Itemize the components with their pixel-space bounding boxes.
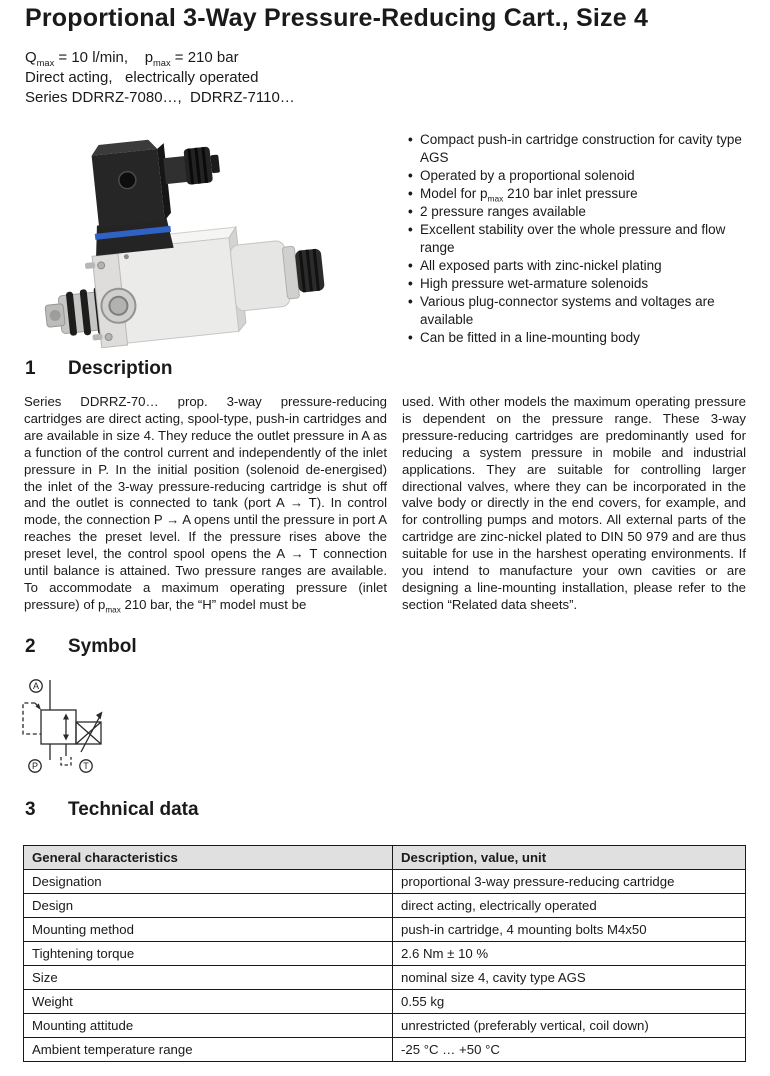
section-heading-description (25, 358, 173, 380)
connector-screw-hole (118, 171, 137, 190)
cable-gland (163, 146, 221, 188)
table-row (24, 1038, 746, 1062)
mounting-bolt (97, 262, 105, 270)
feature-list (408, 131, 744, 347)
stud-bolt (92, 334, 103, 341)
table-cell: Size (24, 966, 393, 990)
highlight-item: • Various plug-connector systems and voltages are available (408, 293, 744, 329)
section-title: Technical data (68, 799, 199, 820)
port-a-label: A (32, 681, 40, 691)
table-cell: -25 °C … +50 °C (393, 1038, 746, 1062)
table-cell: unrestricted (preferably vertical, coil down) (393, 1014, 746, 1038)
valve-square (41, 710, 76, 744)
product-photo (40, 130, 340, 350)
table-cell: push-in cartridge, 4 mounting bolts M4x50 (393, 918, 746, 942)
table-row (24, 918, 746, 942)
table-cell: Designation (24, 870, 393, 894)
description-column-left: Series DDRRZ-70… prop. 3-way pressure-reducing cartridges are direct acting, spool-type, push-in cartridges and are available in size 4. They reduce the outlet pressure in A as a function of the control current and independently of the inlet pressure in P. In the initial position (solenoid de-energised) the inlet of the 3-way pressure-reducing cartridge is shut off and the outlet is connected to tank (port A → T). In control mode, the connection P → A opens until the pressure in port A reaches the preset level. If the pressure rises above the preset level, the control spool opens the A → T connection until balance is attained. Two pressure ranges are available. To accommodate a maximum operating pressure (inlet pressure) of $p_{max}$ 210 bar, the “H” model must be (24, 394, 387, 615)
section-number: 3 (25, 799, 36, 820)
solenoid-tube (230, 236, 326, 311)
stud-bolt (85, 262, 96, 269)
highlight-item: • Model for $p_{max}$ 210 bar inlet pressure (408, 185, 744, 203)
highlight-item: • Can be fitted in a line-mounting body (408, 329, 744, 347)
highlight-item: • High pressure wet-armature solenoids (408, 275, 744, 293)
table-cell: 2.6 Nm ± 10 % (393, 942, 746, 966)
port-p-label: P (31, 761, 39, 771)
table-row (24, 942, 746, 966)
subtitle-block (25, 48, 295, 108)
table-row (24, 870, 746, 894)
highlight-item: • All exposed parts with zinc-nickel plating (408, 257, 744, 275)
highlight-item: • 2 pressure ranges available (408, 203, 744, 221)
port-t-label: T (83, 761, 89, 771)
hydraulic-symbol (15, 678, 115, 778)
highlight-item: • Excellent stability over the whole pressure and flow range (408, 221, 744, 257)
highlight-item: • Compact push-in cartridge construction for cavity type AGS (408, 131, 744, 167)
table-cell: direct acting, electrically operated (393, 894, 746, 918)
table-header-characteristics: General characteristics (24, 846, 393, 870)
table-cell: Mounting method (24, 918, 393, 942)
table-row (24, 1014, 746, 1038)
table-cell: Ambient temperature range (24, 1038, 393, 1062)
table-row (24, 894, 746, 918)
table-cell: 0.55 kg (393, 990, 746, 1014)
manual-override-knob (295, 248, 325, 292)
page-title: Proportional 3-Way Pressure-Reducing Cart., Size 4 (25, 4, 649, 32)
section-title: Symbol (68, 636, 137, 657)
table-row (24, 966, 746, 990)
technical-data-table (23, 845, 746, 1062)
section-number: 2 (25, 636, 36, 657)
section-title: Description (68, 358, 173, 379)
spec-line: $Q_{max} = 10$ l/min, $p_{max} = 210$ bar (25, 49, 239, 68)
table-cell: Tightening torque (24, 942, 393, 966)
din-connector (91, 138, 172, 227)
highlight-item: • Operated by a proportional solenoid (408, 167, 744, 185)
table-header-description: Description, value, unit (393, 846, 746, 870)
table-cell: Weight (24, 990, 393, 1014)
table-cell: Mounting attitude (24, 1014, 393, 1038)
table-header-row (24, 846, 746, 870)
section-heading-symbol (25, 636, 137, 658)
section-heading-technical (25, 799, 199, 821)
section-number: 1 (25, 358, 36, 379)
table-cell: Design (24, 894, 393, 918)
series-line: Series DDRRZ-7080…, DDRRZ-7110… (25, 89, 295, 106)
table-row (24, 990, 746, 1014)
description-column-right: used. With other models the maximum operating pressure is dependent on the pressure range. These 3-way pressure-reducing cartridges are predominantly used for reducing a system pressure in mobile and industrial applications. They are suitable for controlling larger directional valves, where they can be incorporated in the valve body or directly in the end covers, for example, and for controlling pumps and motors. All external parts of the cartridge are zinc-nickel plated to DIN 50 979 and are thus suitable for use in the harshest operating environments. If you intend to manufacture your own cavities or are designing a line-mounting installation, please refer to the section “Related data sheets”. (402, 394, 746, 612)
table-cell: proportional 3-way pressure-reducing cartridge (393, 870, 746, 894)
operation-line: Direct acting, electrically operated (25, 69, 259, 86)
mounting-bolt (105, 333, 113, 341)
table-cell: nominal size 4, cavity type AGS (393, 966, 746, 990)
